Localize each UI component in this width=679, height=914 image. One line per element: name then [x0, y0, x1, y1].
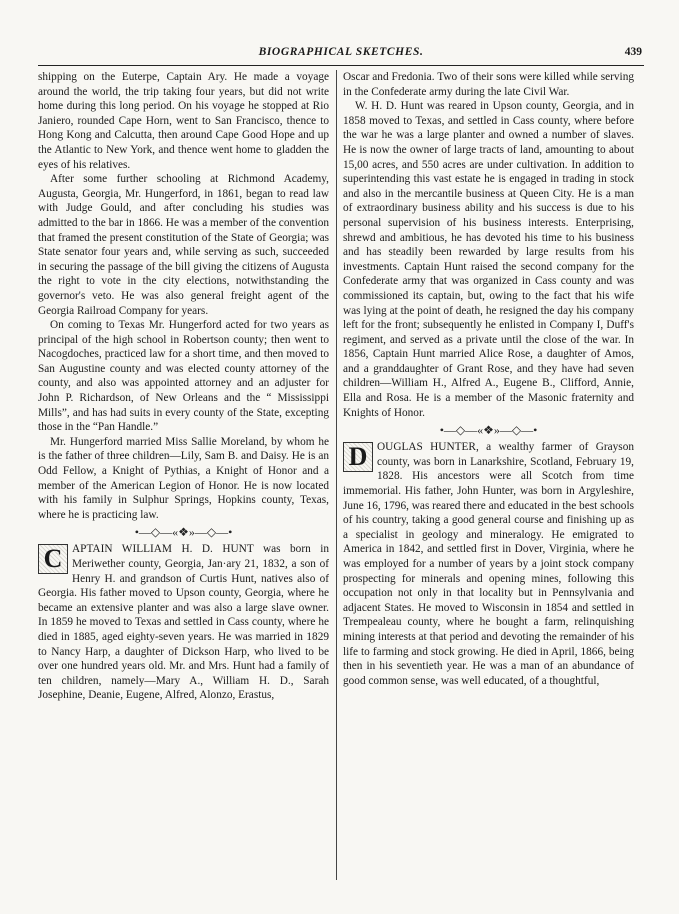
column-divider [336, 70, 337, 880]
paragraph-texas: On coming to Texas Mr. Hungerford acted for two years as principal of the high school in Robertson county; then went to Nacogdoches, practiced law for a short time, and then moved to San Augustine county and was elected county attorney of the county, and also was appointed attorney and an adjuster for John P. Richardson, of New Orleans and the “ Mississippi Mills”, and has had suits in every county of the State, excepting those in the “Pan Handle.” [38, 319, 329, 434]
right-column [343, 70, 634, 688]
paragraph-law-career: After some further schooling at Richmond Academy, Augusta, Georgia, Mr. Hungerford, in 1861, began to read law with Judge Gould, and after concluding his studies was admitted to the bar in 1866. He was a member of the convention that framed the present constitution of the State of Georgia; was State senator four years and, while serving as such, succeeded in securing the passage of the bill giving the citizens of Augusta the right to vote in the city elections, notwithstanding the governor's veto. He was also general freight agent of the Georgia Railroad Company for years. [38, 173, 329, 317]
section-ornament: •—◇—«❖»—◇—• [134, 525, 233, 540]
section-ornament: •—◇—«❖»—◇—• [439, 423, 538, 438]
paragraph-family: Mr. Hungerford married Miss Sallie Moreland, by whom he is the father of three children—Lily, Sam B. and Daisy. He is an Odd Fellow, a Knight of Pythias, a Knight of Honor and a member of the American Legion of Honor. He is now located with his family in Sulphur Springs, Hopkins county, Texas, where he is practicing law. [38, 435, 329, 521]
page-number: 439 [624, 46, 642, 58]
page-header [38, 45, 644, 66]
drop-cap-d: D [343, 442, 373, 472]
left-column [38, 70, 329, 703]
drop-cap-c: C [38, 544, 68, 574]
paragraph-hunt-intro [38, 542, 329, 703]
paragraph-hunt-career: W. H. D. Hunt was reared in Upson county, Georgia, and in 1858 moved to Texas, and settled in Cass county, where before the war he was a large planter and owned a number of slaves. He is now the owner of large tracts of land, amounting to about 15,00 acres, and 550 acres are under cultivation. In addition to superintending this vast estate he is engaged in trading in stock and also in the mercantile business at Queen City. He is a man of extraordinary business ability and his success is due to his personal supervision of his business interests. Enterprising, shrewd and ambitious, he has devoted his time to his business and has steadily been rewarded by large results from his investments. Captain Hunt raised the second company for the Confederate army that was organized in Cass county and was commissioned its captain, but, owing to the fact that his wife was lying at the point of death, he resigned the day his company left for the front; subsequently he enlisted in Company I, Duff's regiment, and served as a private until the close of the war. In 1856, Captain Hunt married Alice Rose, a daughter of Amos, and a granddaughter of Grant Rose, and they have had seven children—William H., Alfred A., Eugene B., Clifford, Annie, Ella and Rosa. He is a member of the Masonic fraternity and Knights of Honor. [343, 100, 634, 419]
paragraph-hunt-continued: Oscar and Fredonia. Two of their sons were killed while serving in the Confederate army during the late Civil War. [343, 71, 634, 98]
running-head: BIOGRAPHICAL SKETCHES. [258, 46, 424, 58]
paragraph-voyage: shipping on the Euterpe, Captain Ary. He made a voyage around the world, the trip taking four years, but did not write home during this long period. On his voyage he stopped at Rio Janiero, rounded Cape Horn, went to San Francisco, thence to Hong Kong and Calcutta, then around Cape Good Hope and up the Atlantic to New York, and thence went home to gladden the eyes of his relatives. [38, 71, 329, 171]
hunt-intro-text: APTAIN WILLIAM H. D. HUNT was born in Meriwether county, Georgia, Jan·ary 21, 1832, a son of Henry H. and grandson of Curtis Hunt, natives also of Georgia. His father moved to Upson county, Georgia, where he became an extensive planter and was also a large slave owner. In 1859 he moved to Texas and settled in Cass county, where he died in 1885, aged eighty-seven years. He was married in 1829 to Nancy Harp, a daughter of Dickson Harp, who lived to be over one hundred years old. Mr. and Mrs. Hunt had a family of ten children, namely—Mary A., William H. D., Sarah Josephine, Deanie, Eugene, Alfred, Alonzo, Erastus, [38, 543, 329, 702]
hunter-intro-text: OUGLAS HUNTER, a wealthy farmer of Grayson county, was born in Lanarkshire, Scotland, February 19, 1828. His ancestors were all Scotch from time immemorial. His father, John Hunter, was born in Argyleshire, June 16, 1796, was reared there and educated in the best schools of his country, taking a good general course and finishing up as a specialist in geology and mineralogy. He emigrated to America in 1842, and settled first in Dover, Virginia, where he was employed for a number of years by a joint stock company prospecting for minerals and opening mines, following this occupation not only in that locality but in Pennsylvania and adjacent States. He moved to Wisconsin in 1854 and settled in Trempealeau county, where he bought a farm, relinquishing mining interests at that period and devoting the remainder of his life to farming and stock growing. He died in April, 1866, being then in his seventieth year. He was a man of an abundance of good common sense, was well educated, of a thoughtful, [343, 441, 634, 687]
paragraph-hunter-intro [343, 440, 634, 688]
